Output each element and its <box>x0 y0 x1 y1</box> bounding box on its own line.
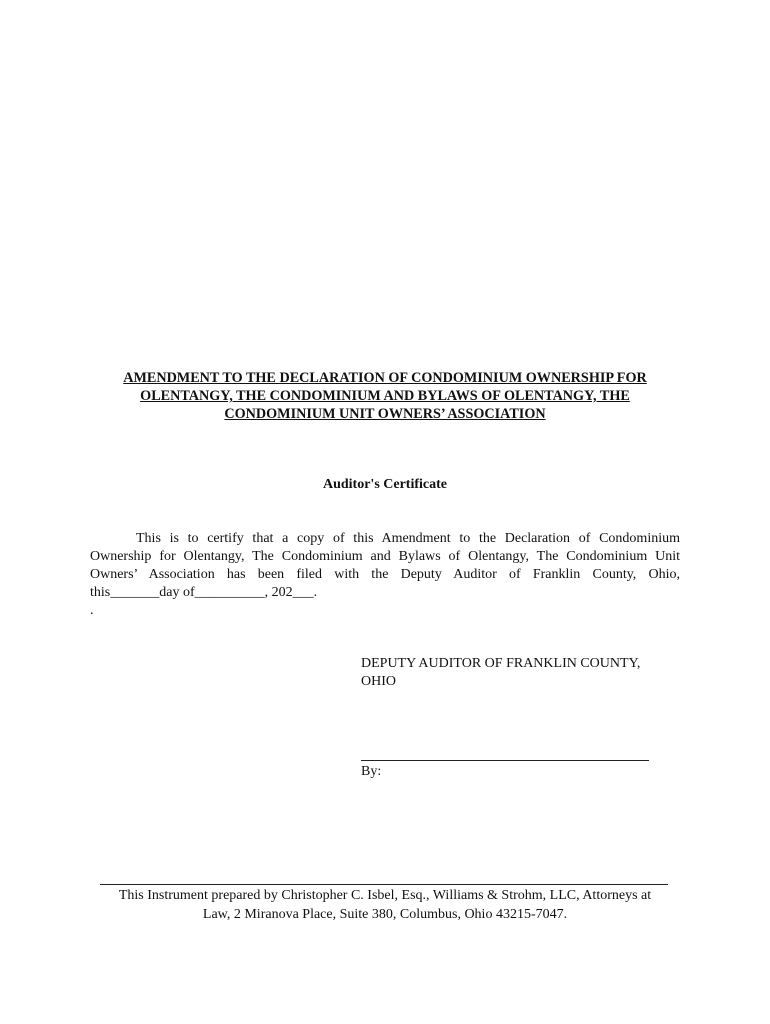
certificate-paragraph <box>90 530 680 602</box>
certificate-line-4: this_______day of__________, 202___. <box>90 585 318 600</box>
certificate-line-3: Owners’ Association has been filed with the Deputy Auditor of Franklin County, Ohio, <box>90 567 680 582</box>
footer-line-1: This Instrument prepared by Christopher C. Isbel, Esq., Williams & Strohm, LLC, Attorneys at <box>118 888 652 903</box>
title-line-3: CONDOMINIUM UNIT OWNERS’ ASSOCIATION <box>224 406 546 422</box>
signer-block <box>361 655 681 691</box>
title-line-1: AMENDMENT TO THE DECLARATION OF CONDOMINIUM OWNERSHIP FOR <box>123 370 647 386</box>
certificate-line-2: Ownership for Olentangy, The Condominium and Bylaws of Olentangy, The Condominium Unit <box>90 549 680 564</box>
trailing-mark: . <box>90 603 94 618</box>
footer-divider <box>100 884 668 885</box>
signature-line <box>361 760 649 761</box>
footer-line-2: Law, 2 Miranova Place, Suite 380, Columbus, Ohio 43215-7047. <box>202 907 568 922</box>
document-title <box>90 369 680 423</box>
preparer-footer <box>90 886 680 924</box>
section-heading: Auditor's Certificate <box>322 477 448 492</box>
signer-line-2: OHIO <box>361 674 396 689</box>
certificate-line-1: This is to certify that a copy of this Amendment to the Declaration of Condominium <box>136 531 680 546</box>
title-line-2: OLENTANGY, THE CONDOMINIUM AND BYLAWS OF OLENTANGY, THE <box>140 388 630 404</box>
signer-line-1: DEPUTY AUDITOR OF FRANKLIN COUNTY, <box>361 656 641 671</box>
by-label: By: <box>361 764 382 779</box>
